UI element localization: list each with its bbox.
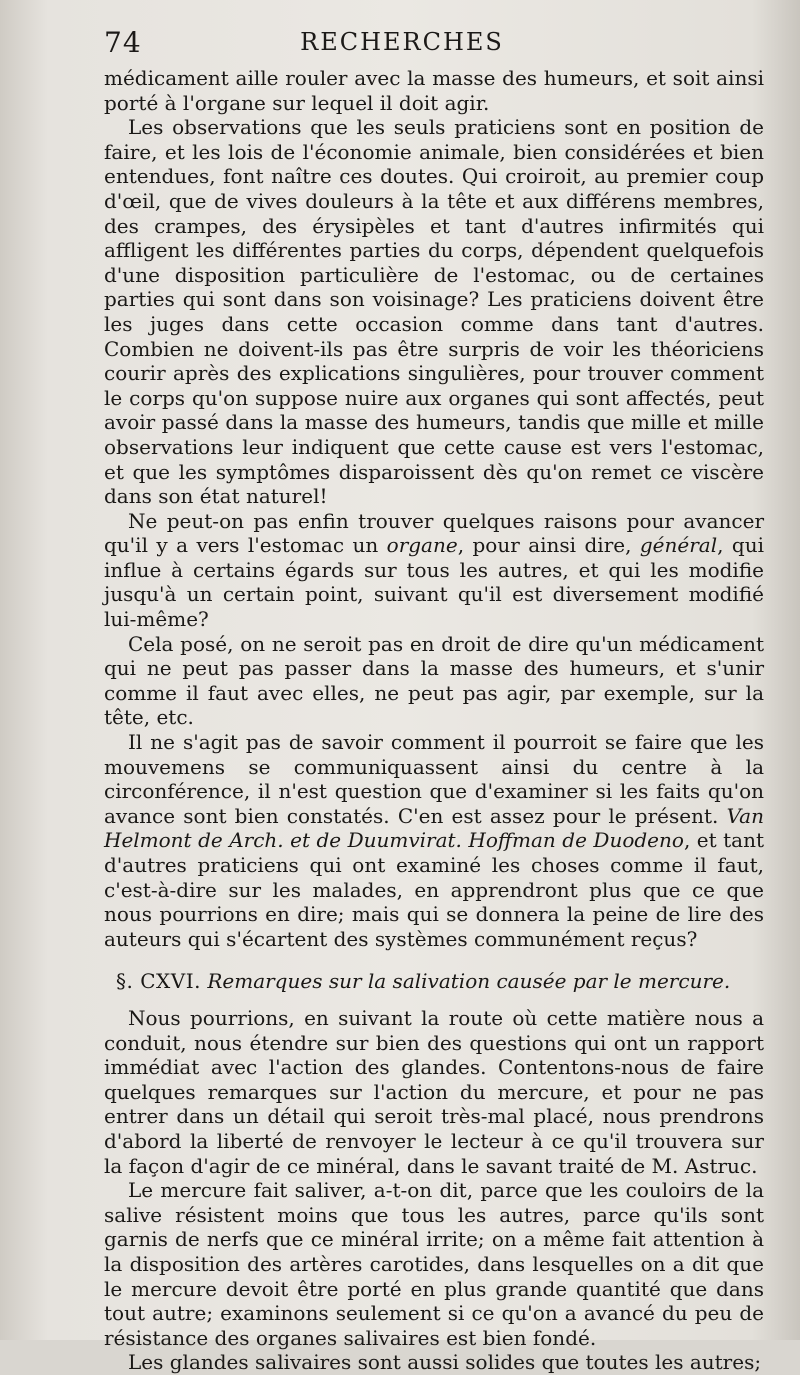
running-title: RECHERCHES [300,28,504,56]
paragraph-6: Nous pourrions, en suivant la route où cette matière nous a conduit, nous étendre sur bien des questions qui ont un rapport immédiat avec l'action des glandes. Contentons-nous de faire quelques remarques sur l'action du mercure, et pour ne pas entrer dans un détail qui seroit très-mal placé, nous prendrons d'abord la liberté de renvoyer le lecteur à ce qu'il trouvera sur la façon d'agir de ce minéral, dans le savant traité de M. Astruc. [104,1005,764,1178]
paragraph-5-part-a: Il ne s'agit pas de savoir comment il pourroit se faire que les mouvemens se communiquassent ainsi du centre à la circonférence, il n'est question que d'examiner si les faits qu'on avance sont bien constatés. C'en est assez pour le présent. [104,730,764,828]
paragraph-1: médicament aille rouler avec la masse des humeurs, et soit ainsi porté à l'organe sur lequel il doit agir. [104,66,764,115]
term-organe: organe [386,533,458,558]
body-text [104,66,764,1375]
term-general: général [639,533,718,558]
paragraph-5 [104,730,764,951]
paragraph-2: Les observations que les seuls praticiens sont en position de faire, et les lois de l'économie animale, bien considérées et bien entendues, font naître ces doutes. Qui croiroit, au premier coup d'œil, que de vives douleurs à la tête et aux différens membres, des crampes, des érysipèles et tant d'autres infirmités qui affligent les différentes parties du corps, dépendent quelquefois d'une disposition particulière de l'estomac, ou de certaines parties qui sont dans son voisinage? Les praticiens doivent être les juges dans cette occasion comme dans tant d'autres. Combien ne doivent-ils pas être surpris de voir les théoriciens courir après des explications singulières, pour trouver comment le corps qu'on suppose nuire aux organes qui sont affectés, peut avoir passé dans la masse des humeurs, tandis que mille et mille observations leur indiquent que cette cause est vers l'estomac, et que les symptômes disparoissent dès qu'on remet ce viscère dans son état naturel! [104,115,764,509]
citation-references: Van Helmont de Arch. et de Duumvirat. Hoffman de Duodeno [104,803,764,853]
section-heading [104,969,764,994]
paragraph-3-part-a: Ne peut-on pas enfin trouver quelques raisons pour avancer qu'il y a vers l'estomac un [104,508,764,558]
paragraph-3 [104,509,764,632]
paragraph-5-part-b: , et tant d'autres praticiens qui ont examiné les choses comme il faut, c'est-à-dire sur les malades, en apprendront plus que ce que nous pourrions en dire; mais qui se donnera la peine de lire des auteurs qui s'écartent des systèmes communément reçus? [104,828,765,951]
paragraph-7: Le mercure fait saliver, a-t-on dit, parce que les couloirs de la salive résistent moins que tous les autres, parce qu'ils sont garnis de nerfs que ce minéral irrite; on a même fait attention à la disposition des artères carotides, dans lesquelles on a dit que le mercure devoit être porté en plus grande quantité que dans tout autre; examinons seulement si ce qu'on a avancé du peu de résistance des organes salivaires est bien fondé. [104,1178,764,1350]
paragraph-3-part-b: , pour ainsi dire, [457,533,640,558]
paragraph-4: Cela posé, on ne seroit pas en droit de dire qu'un médicament qui ne peut pas passer dans la masse des humeurs, et s'unir comme il faut avec elles, ne peut pas agir, par exemple, sur la tête, etc. [104,631,764,730]
section-number: §. CXVI. [116,969,201,994]
running-head [104,26,760,60]
page-number: 74 [104,26,142,59]
paragraph-8: Les glandes salivaires sont aussi solides que toutes les autres; [128,1350,762,1375]
paragraph-3-part-c: , qui influe à certains égards sur tous les autres, et qui les modifie jusqu'à un certain point, suivant qu'il est diversement modifié lui-même? [104,533,764,632]
section-title: Remarques sur la salivation causée par le mercure. [207,969,731,994]
